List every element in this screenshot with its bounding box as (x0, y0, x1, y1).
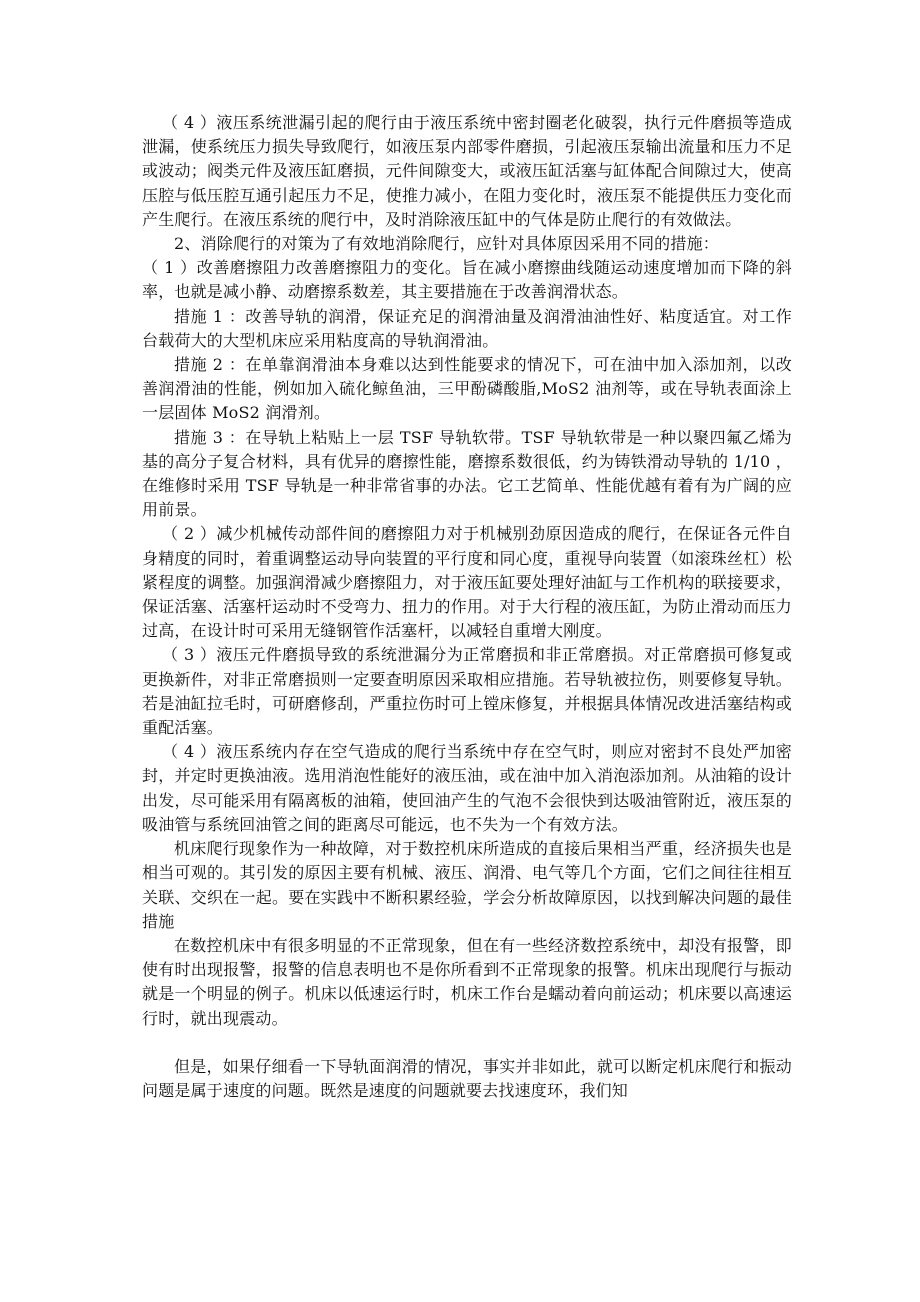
paragraph-no-alarm: 在数控机床中有很多明显的不正常现象，但在有一些经济数控系统中，却没有报警，即使有时出现报警，报警的信息表明也不是你所看到不正常现象的报警。机床出现爬行与振动就是一个明显的例子。机床以低速运行时，机床工作台是蠕动着向前运动；机床要以高速运行时，就出现震动。 (142, 935, 792, 1028)
paragraph-measure-3: 措施 3 ：在导轨上粘贴上一层 TSF 导轨软带。TSF 导轨软带是一种以聚四氟乙烯为基的高分子复合材料，具有优异的磨擦性能，磨擦系数很低，约为铸铁滑动导轨的 1/10 ，在维修时采用 TSF 导轨是一种非常省事的办法。它工艺简单、性能优越有着有为广阔的应用前景。 (142, 427, 792, 520)
paragraph-air-in-system: （ 4 ）液压系统内存在空气造成的爬行当系统中存在空气时，则应对密封不良处严加密封，并定时更换油液。选用消泡性能好的液压油，或在油中加入消泡添加剂。从油箱的设计出发，尽可能采用有隔离板的油箱，使回油产生的气泡不会很快到达吸油管附近，液压泵的吸油管与系统回油管之间的距离尽可能远，也不失为一个有效方法。 (142, 742, 792, 834)
paragraph-measure-1: 措施 1 ：改善导轨的润滑，保证充足的润滑油量及润滑油油性好、粘度适宜。对工作台载荷大的大型机床应采用粘度高的导轨润滑油。 (142, 306, 792, 350)
paragraph-measure-2: 措施 2 ：在单靠润滑油本身难以达到性能要求的情况下，可在油中加入添加剂，以改善润滑油的性能，例如加入硫化鲸鱼油，三甲酚磷酸脂,MoS2 油剂等，或在导轨表面涂上一层固体 MoS2 润滑剂。 (142, 355, 792, 423)
paragraph-improve-friction: （ 1 ）改善磨擦阻力改善磨擦阻力的变化。旨在减小磨擦曲线随运动速度增加而下降的斜率，也就是减小静、动磨擦系数差，其主要措施在于改善润滑状态。 (142, 258, 792, 302)
paragraph-spacer (142, 1031, 792, 1055)
paragraph-reduce-mechanical-friction: （ 2 ）减少机械传动部件间的磨擦阻力对于机械别劲原因造成的爬行，在保证各元件自身精度的同时，着重调整运动导向装置的平行度和同心度，重视导向装置（如滚珠丝杠）松紧程度的调整。加强润滑减少磨擦阻力，对于液压缸要处理好油缸与工作机构的联接要求，保证活塞、活塞杆运动时不受弯力、扭力的作用。对于大行程的液压缸，为防止滑动而压力过高，在设计时可采用无缝钢管作活塞杆，以减轻自重增大刚度。 (142, 524, 792, 641)
paragraph-hydraulic-leak: （ 4 ）液压系统泄漏引起的爬行由于液压系统中密封圈老化破裂，执行元件磨损等造成泄漏，使系统压力损失导致爬行，如液压泵内部零件磨损，引起液压泵输出流量和压力不足或波动；阀类元件及液压缸磨损，元件间隙变大，或液压缸活塞与缸体配合间隙过大，使高压腔与低压腔互通引起压力不足，使推力减小，在阻力变化时，液压泵不能提供压力变化而产生爬行。在液压系统的爬行中，及时消除液压缸中的气体是防止爬行的有效做法。 (142, 113, 792, 229)
paragraph-speed-loop: 但是，如果仔细看一下导轨面润滑的情况，事实并非如此，就可以断定机床爬行和振动问题是属于速度的问题。既然是速度的问题就要去找速度环，我们知 (142, 1056, 792, 1100)
paragraph-component-wear: （ 3 ）液压元件磨损导致的系统泄漏分为正常磨损和非正常磨损。对正常磨损可修复或更换新件，对非正常磨损则一定要查明原因采取相应措施。若导轨被拉伤，则要修复导轨。若是油缸拉毛时，可研磨修刮，严重拉伤时可上镗床修复，并根据具体情况改进活塞结构或重配活塞。 (142, 645, 792, 738)
document-body (142, 111, 792, 1103)
paragraph-crawling-summary: 机床爬行现象作为一种故障，对于数控机床所造成的直接后果相当严重，经济损失也是相当可观的。其引发的原因主要有机械、液压、润滑、电气等几个方面，它们之间往往相互关联、交织在一起。要在实践中不断积累经验，学会分析故障原因，以找到解决问题的最佳措施 (142, 839, 792, 931)
paragraph-countermeasures-heading: 2、消除爬行的对策为了有效地消除爬行，应针对具体原因采用不同的措施： (174, 234, 719, 254)
